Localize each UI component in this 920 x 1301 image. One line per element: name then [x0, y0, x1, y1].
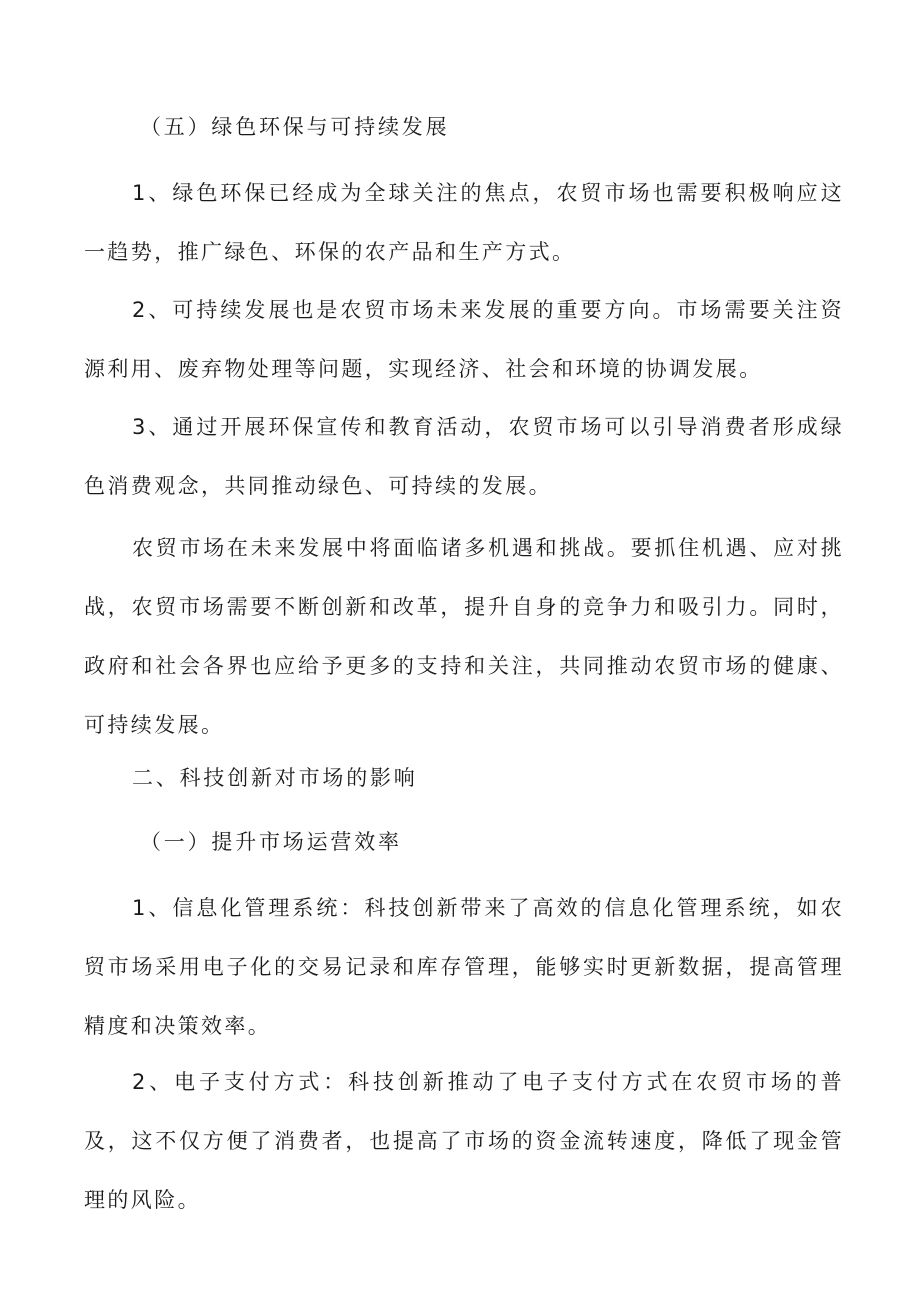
section-heading-green-sustainability: （五）绿色环保与可持续发展 [140, 115, 450, 139]
paragraph-item-2: 2、可持续发展也是农贸市场未来发展的重要方向。市场需要关注资源利用、废弃物处理等问题，实现经济、社会和环境的协调发展。 [84, 298, 844, 381]
chapter-heading-tech-innovation: 二、科技创新对市场的影响 [132, 766, 418, 790]
paragraph-info-management: 1、信息化管理系统：科技创新带来了高效的信息化管理系统，如农贸市场采用电子化的交易记录和库存管理，能够实时更新数据，提高管理精度和决策效率。 [84, 896, 844, 1038]
paragraph-conclusion: 农贸市场在未来发展中将面临诸多机遇和挑战。要抓住机遇、应对挑战，农贸市场需要不断创新和改革，提升自身的竞争力和吸引力。同时，政府和社会各界也应给予更多的支持和关注，共同推动农贸市场的健康、可持续发展。 [84, 536, 844, 737]
section-heading-efficiency: （一）提升市场运营效率 [140, 830, 402, 854]
paragraph-item-3: 3、通过开展环保宣传和教育活动，农贸市场可以引导消费者形成绿色消费观念，共同推动绿色、可持续的发展。 [84, 415, 844, 498]
paragraph-electronic-payment: 2、电子支付方式：科技创新推动了电子支付方式在农贸市场的普及，这不仅方便了消费者，也提高了市场的资金流转速度，降低了现金管理的风险。 [84, 1070, 844, 1212]
paragraph-item-1: 1、绿色环保已经成为全球关注的焦点，农贸市场也需要积极响应这一趋势，推广绿色、环保的农产品和生产方式。 [84, 181, 844, 264]
